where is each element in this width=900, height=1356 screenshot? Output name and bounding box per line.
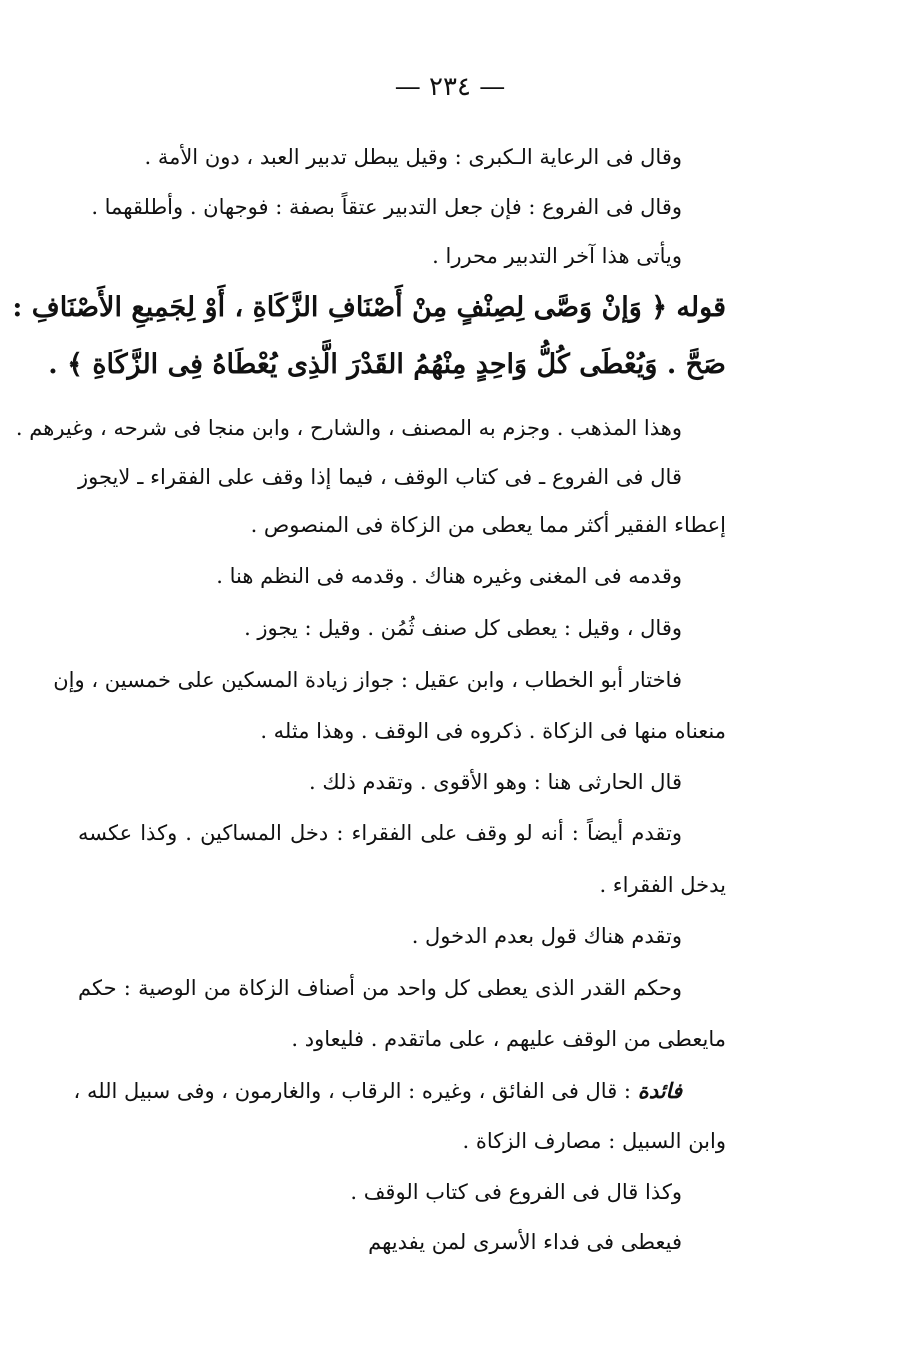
note-text: : قال فى الفائق ، وغيره : الرقاب ، والغارمون ، وفى سبيل الله ، [73,1079,631,1103]
text-line: وكذا قال فى الفروع فى كتاب الوقف . [350,1180,682,1204]
text-line: قال الحارثى هنا : وهو الأقوى . وتقدم ذلك . [309,770,682,794]
quoted-text-line: قوله ﴿ وَإنْ وَصَّى لِصِنْفٍ مِنْ أَصْنَافِ الزَّكَاةِ ، أَوْ لِجَمِيعِ الأَصْنَافِ : [12,292,726,323]
text-line: وهذا المذهب . وجزم به المصنف ، والشارح ، وابن منجا فى شرحه ، وغيرهم . [15,416,682,440]
text-line: إعطاء الفقير أكثر مما يعطى من الزكاة فى المنصوص . [250,513,726,537]
note-label: فائدة [637,1078,682,1103]
text-line: ويأتى هذا آخر التدبير محررا . [432,244,682,268]
text-line: وابن السبيل : مصارف الزكاة . [462,1129,726,1153]
text-line: مايعطى من الوقف عليهم ، على ماتقدم . فليعاود . [291,1027,726,1051]
text-line: فاختار أبو الخطاب ، وابن عقيل : جواز زيادة المسكين على خمسين ، وإن [53,668,682,692]
text-line: وقال فى الفروع : فإن جعل التدبير عتقاً بصفة : فوجهان . وأطلقهما . [91,195,682,219]
text-line: يدخل الفقراء . [599,873,726,897]
page-number: — ٢٣٤ — [394,72,506,102]
text-line: قال فى الفروع ـ فى كتاب الوقف ، فيما إذا وقف على الفقراء ـ لايجوز [78,465,682,489]
text-line: فيعطى فى فداء الأسرى لمن يفديهم [368,1230,682,1254]
text-line: وحكم القدر الذى يعطى كل واحد من أصناف الزكاة من الوصية : حكم [78,976,682,1000]
text-line: وتقدم هناك قول بعدم الدخول . [411,924,682,948]
text-line: وقال ، وقيل : يعطى كل صنف ثُمُن . وقيل : يجوز . [244,616,682,640]
text-line: وقال فى الرعاية الـكبرى : وقيل يبطل تدبير العبد ، دون الأمة . [144,145,682,169]
quoted-text-line: صَحَّ . وَيُعْطَى كُلُّ وَاحِدٍ مِنْهُمُ القَدْرَ الَّذِى يُعْطَاهُ فِى الزَّكَاةِ ﴾ . [48,349,726,380]
text-line: وقدمه فى المغنى وغيره هناك . وقدمه فى النظم هنا . [216,564,682,588]
text-line: منعناه منها فى الزكاة . ذكروه فى الوقف . وهذا مثله . [260,719,726,743]
text-line: وتقدم أيضاً : أنه لو وقف على الفقراء : دخل المساكين . وكذا عكسه [78,821,682,845]
note-line [73,1076,682,1106]
